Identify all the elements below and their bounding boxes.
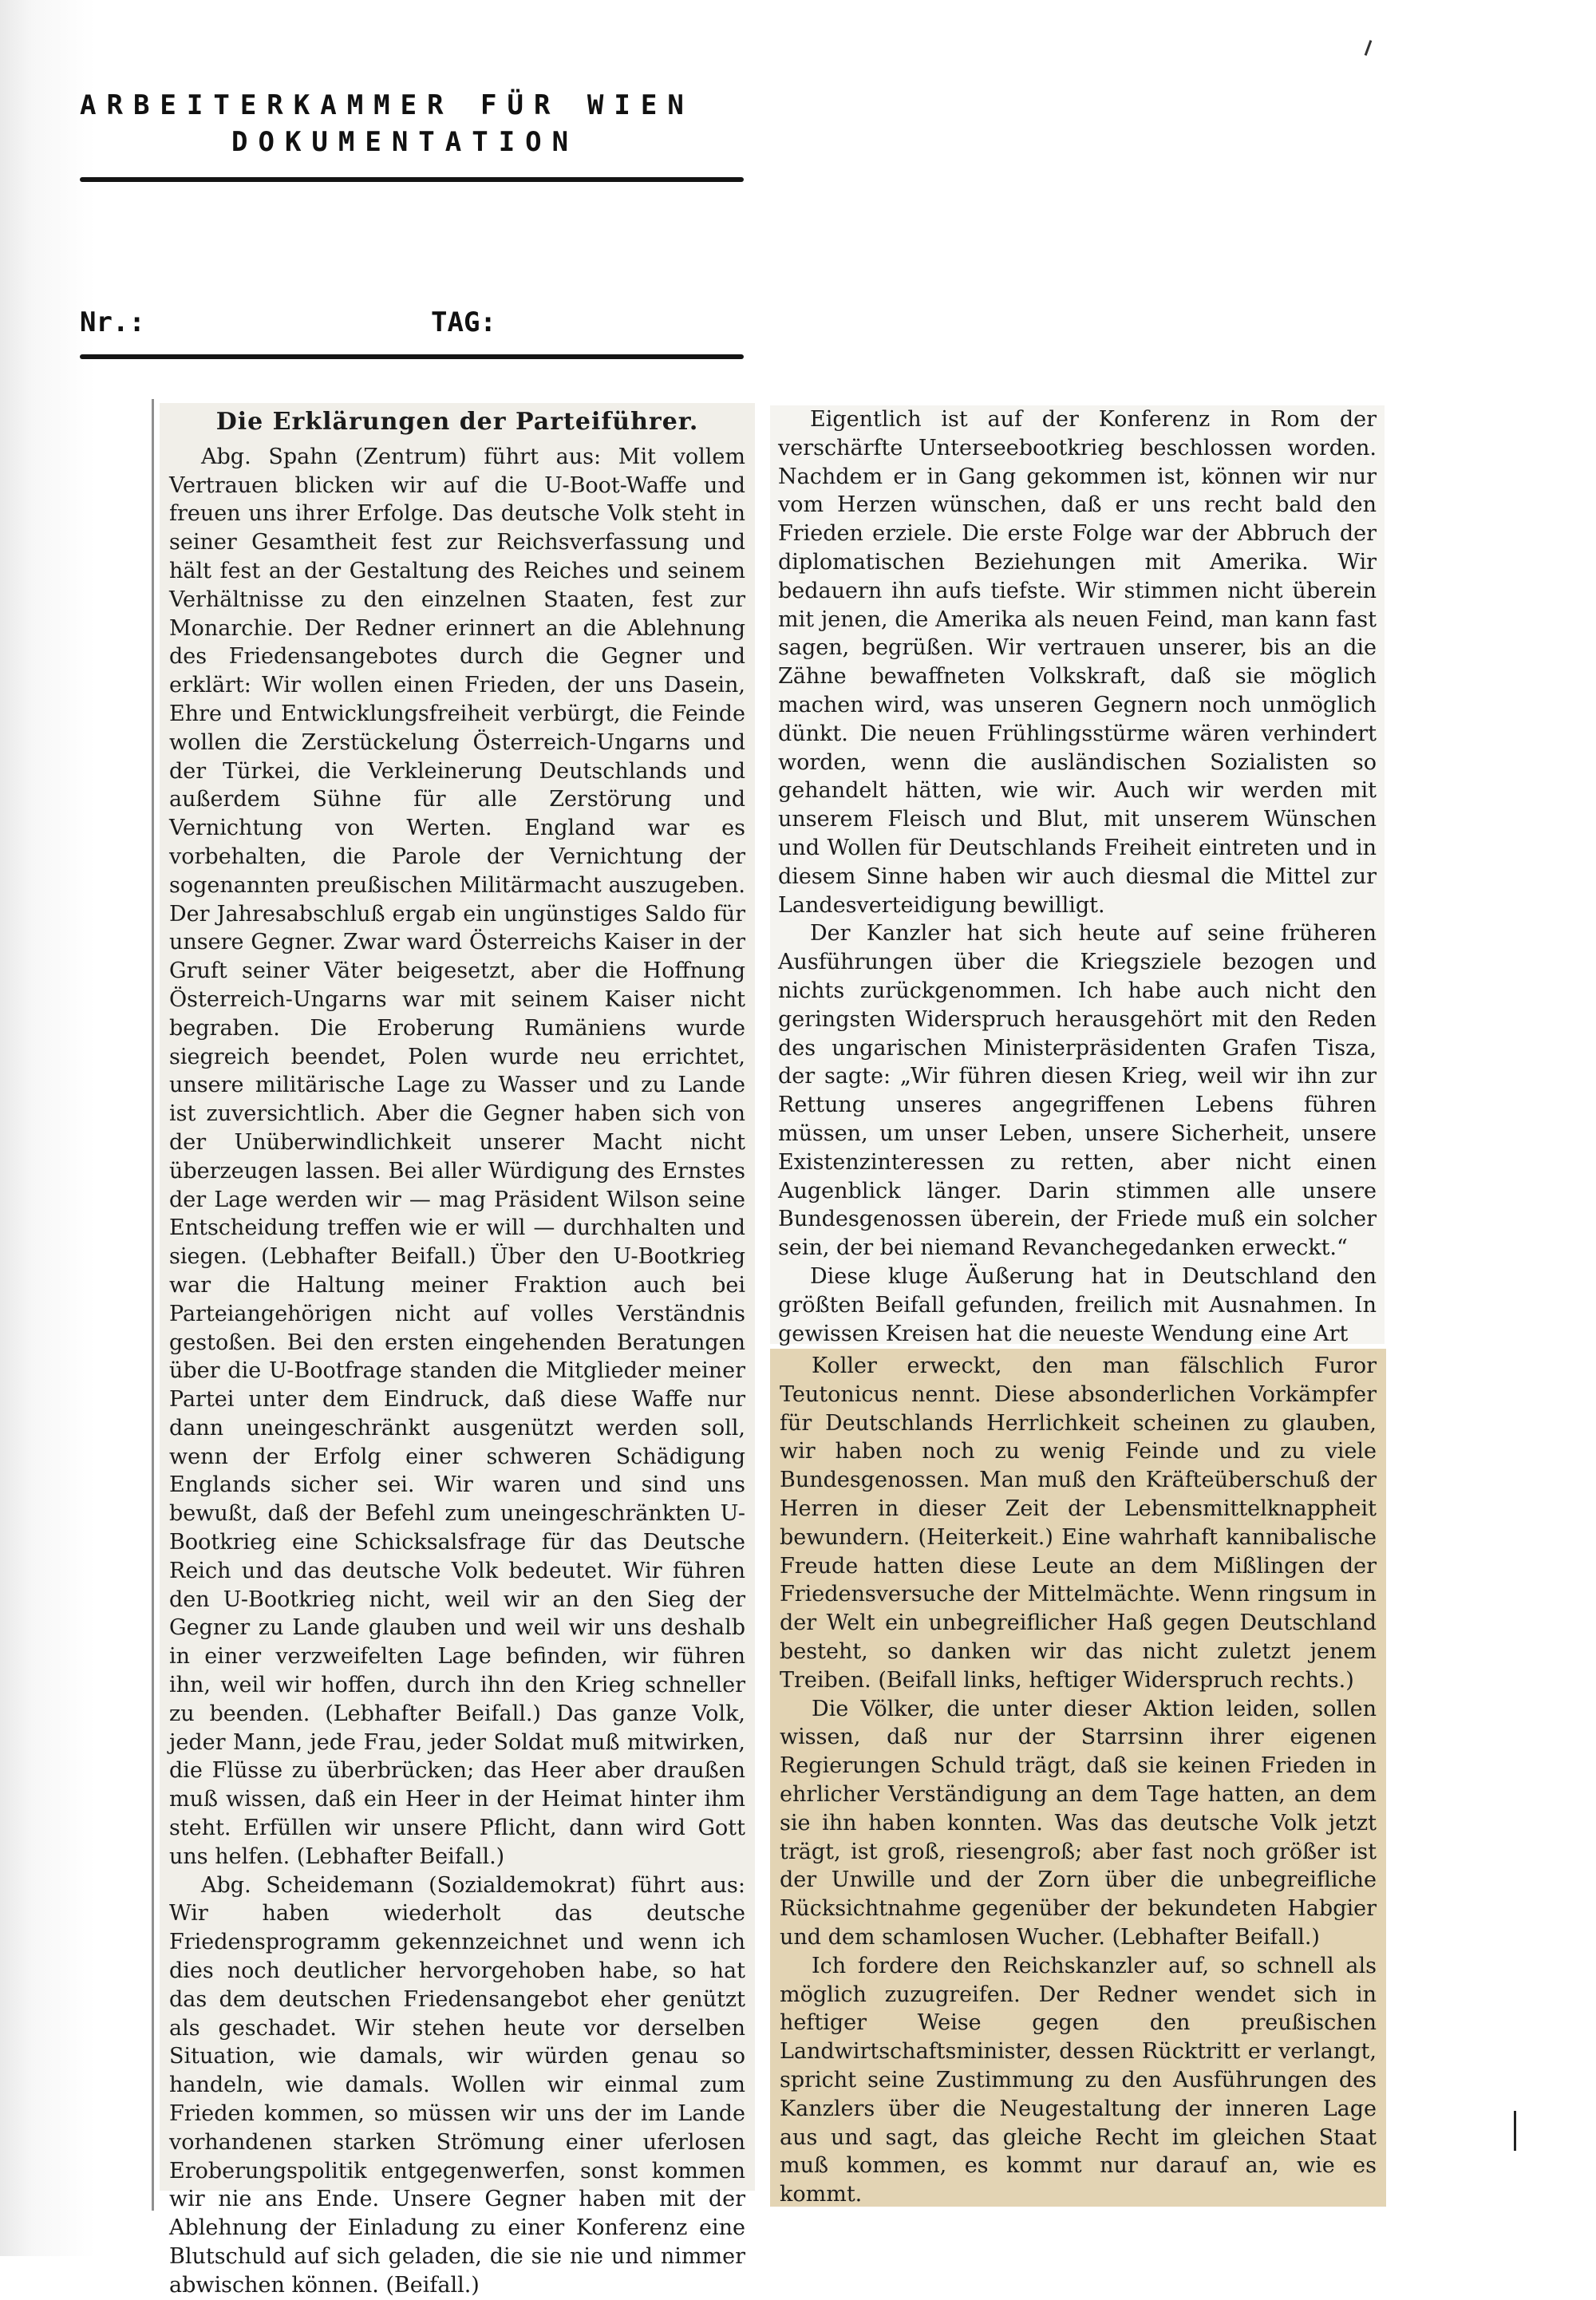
archive-header: [80, 89, 750, 158]
article-title: Die Erklärungen der Parteiführer.: [215, 408, 699, 436]
paragraph-right-6: Ich fordere den Reichskanzler auf, so schnell als möglich zuzugreifen. Der Redner wendet sich in heftiger Weise gegen den preußischen Landwirtschaftsminister, dessen Rücktritt er verlangt, spricht seine Zustimmung zu den Ausführungen des Kanzlers über die Neugestaltung der inneren Lage aus und sagt, das gleiche Recht im gleichen Staat muß kommen, es kommt nur darauf an, wie es kommt.: [780, 1953, 1377, 2207]
paragraph-right-5: Die Völker, die unter dieser Aktion leiden, sollen wissen, daß nur der Starrsinn ihrer eigenen Regierungen Schuld trägt, daß sie keinen Frieden in ehrlicher Verständigung an dem Tage hatten, an dem sie ihn haben konnten. Was das deutsche Volk jetzt trägt, ist groß, riesengroß; aber fast noch größer ist der Unwille und der Zorn über die unbegreifliche Rücksichtnahme gegenüber der bekundeten Habgier und dem schamlosen Wucher. (Lebhafter Beifall.): [780, 1696, 1377, 1950]
clipping-edge-left: [152, 399, 154, 2211]
pencil-mark: [1365, 40, 1373, 56]
clipping-column-left: [160, 403, 755, 2298]
archive-header-subtitle: DOKUMENTATION: [231, 126, 579, 158]
paragraph-right-4: Koller erweckt, den man fälschlich Furor Teutonicus nennt. Diese absonderlichen Vorkämpfer für Deutschlands Herrlichkeit scheinen zu glauben, wir haben noch zu wenig Feinde und zu viele Bundesgenossen. Man muß den Kräfteüberschuß der Herren in dieser Zeit der Lebensmittelknappheit bewundern. (Heiterkeit.) Eine wahrhaft kannibalische Freude hatten diese Leute an dem Mißlingen der Friedensversuche der Mittelmächte. Wenn ringsum in der Welt ein unbegreiflicher Haß gegen Deutschland besteht, so danken wir das nicht zuletzt jenem Treiben. (Beifall links, heftiger Widerspruch rechts.): [780, 1354, 1377, 1693]
nr-field-label: Nr.:: [80, 306, 145, 338]
header-rule-bottom: [80, 354, 744, 359]
tag-field-label: TAG:: [431, 306, 496, 338]
paragraph-spahn: Abg. Spahn (Zentrum) führt aus: Mit vollem Vertrauen blicken wir auf die U-Boot-Waffe und freuen uns ihrer Erfolge. Das deutsche Volk steht in seiner Gesamtheit fest zur Reichsverfassung und hält fest an der Gestaltung des Reiches und seinem Verhältnisse zu den einzelnen Staaten, fest zur Monarchie. Der Redner erinnert an die Ablehnung des Friedensangebotes durch die Gegner und erklärt: Wir wollen einen Frieden, der uns Dasein, Ehre und Entwicklungsfreiheit verbürgt, die Feinde wollen die Zerstückelung Österreich-Ungarns und der Türkei, die Verkleinerung Deutschlands und außerdem Sühne für alle Zerstörung und Vernichtung von Werten. England war es vorbehalten, die Parole der Vernichtung der sogenannten preußischen Militärmacht auszugeben. Der Jahresabschluß ergab ein ungünstiges Saldo für unsere Gegner. Zwar ward Österreichs Kaiser in der Gruft seiner Väter beigesetzt, aber die Hoffnung Österreich-Ungarns war mit seinem Kaiser nicht begraben. Die Eroberung Rumäniens wurde siegreich beendet, Polen wurde neu errichtet, unsere militärische Lage zu Wasser und zu Lande ist zuversichtlich. Aber die Gegner haben sich von der Unüberwindlichkeit unserer Macht nicht überzeugen lassen. Bei aller Würdigung des Ernstes der Lage werden wir — mag Präsident Wilson seine Entscheidung treffen wie er will — durchhalten und siegen. (Lebhafter Beifall.) Über den U-Bootkrieg war die Haltung meiner Fraktion auch bei Parteiangehörigen nicht auf volles Verständnis gestoßen. Bei den ersten eingehenden Beratungen über die U-Bootfrage standen die Mitglieder meiner Partei unter dem Eindruck, daß diese Waffe nur dann uneingeschränkt ausgenützt werden soll, wenn der Erfolg einer schweren Schädigung Englands sicher sei. Wir waren und sind uns bewußt, daß der Befehl zum uneingeschränkten U-Bootkrieg eine Schicksalsfrage für das Deutsche Reich und das deutsche Volk bedeutet. Wir führen den U-Bootkrieg nicht, weil wir an den Sieg der Gegner zu Lande glauben und weil wir uns deshalb in einer verzweifelten Lage befinden, wir führen ihn, weil wir hoffen, durch ihn den Krieg schneller zu beenden. (Lebhafter Beifall.) Das ganze Volk, jeder Mann, jede Frau, jeder Soldat muß mitwirken, die Flüsse zu überbrücken; das Heer aber draußen muß wissen, daß ein Heer in der Heimat hinter ihm steht. Erfüllen wir unsere Pflicht, dann wird Gott uns helfen. (Lebhafter Beifall.): [169, 444, 745, 1869]
paragraph-scheidemann: Abg. Scheidemann (Sozialdemokrat) führt aus: Wir haben wiederholt das deutsche Friedensprogramm gekennzeichnet und wenn ich dies noch deutlicher hervorgehoben habe, so hat das dem deutschen Friedensangebot eher genützt als geschadet. Wir stehen heute vor derselben Situation, wie damals, wir würden genau so handeln, wie damals. Wollen wir einmal zum Frieden kommen, so müssen wir uns der im Lande vorhandenen starken Strömung einer uferlosen Eroberungspolitik entgegenwerfen, sonst kommen wir nie ans Ende. Unsere Gegner haben mit der Ablehnung der Einladung zu einer Konferenz eine Blutschuld auf sich geladen, die sie nie und nimmer abwischen können. (Beifall.): [169, 1872, 745, 2298]
header-rule-top: [80, 177, 744, 182]
clipping-column-right-bottom: [770, 1349, 1386, 2207]
paragraph-right-1: Eigentlich ist auf der Konferenz in Rom der verschärfte Unterseebootkrieg beschlossen worden. Nachdem er in Gang gekommen ist, können wir nur vom Herzen wünschen, daß er uns recht bald den Frieden erziele. Die erste Folge war der Abbruch der diplomatischen Beziehungen mit Amerika. Wir bedauern ihn aufs tiefste. Wir stimmen nicht überein mit jenen, die Amerika als neuen Feind, man kann fast sagen, begrüßen. Wir vertrauen unserer, bis an die Zähne bewaffneten Volkskraft, daß sie möglich machen wird, was unseren Gegnern noch unmöglich dünkt. Die neuen Frühlingsstürme wären verhindert worden, wenn die ausländischen Sozialisten so gehandelt hätten, wie wir. Auch wir werden mit unserem Fleisch und Blut, mit unserem Wünschen und Wollen für Deutschlands Freiheit eintreten und in diesem Sinne haben wir auch diesmal die Mittel zur Landesverteidigung bewilligt.: [778, 407, 1377, 918]
archive-header-title: ARBEITERKAMMER FÜR WIEN: [80, 89, 694, 121]
pencil-mark-margin: [1514, 2111, 1516, 2151]
paragraph-right-2: Der Kanzler hat sich heute auf seine früheren Ausführungen über die Kriegsziele bezogen und nichts zurückgenommen. Ich habe auch nicht den geringsten Widerspruch herausgehört mit den Reden des ungarischen Ministerpräsidenten Grafen Tisza, der sagte: „Wir führen diesen Krieg, weil wir ihn zur Rettung unseres angegriffenen Lebens führen müssen, um unser Leben, unsere Sicherheit, unsere Existenzinteressen zu retten, aber nicht einen Augenblick länger. Darin stimmen alle unsere Bundesgenossen überein, der Friede muß ein solcher sein, der bei niemand Revanchegedanken erweckt.“: [778, 921, 1377, 1261]
paragraph-right-3: Diese kluge Äußerung hat in Deutschland den größten Beifall gefunden, freilich mit Ausnahmen. In gewissen Kreisen hat die neueste Wendung eine Art: [778, 1263, 1377, 1346]
clipping-column-right-top: [770, 405, 1385, 1344]
